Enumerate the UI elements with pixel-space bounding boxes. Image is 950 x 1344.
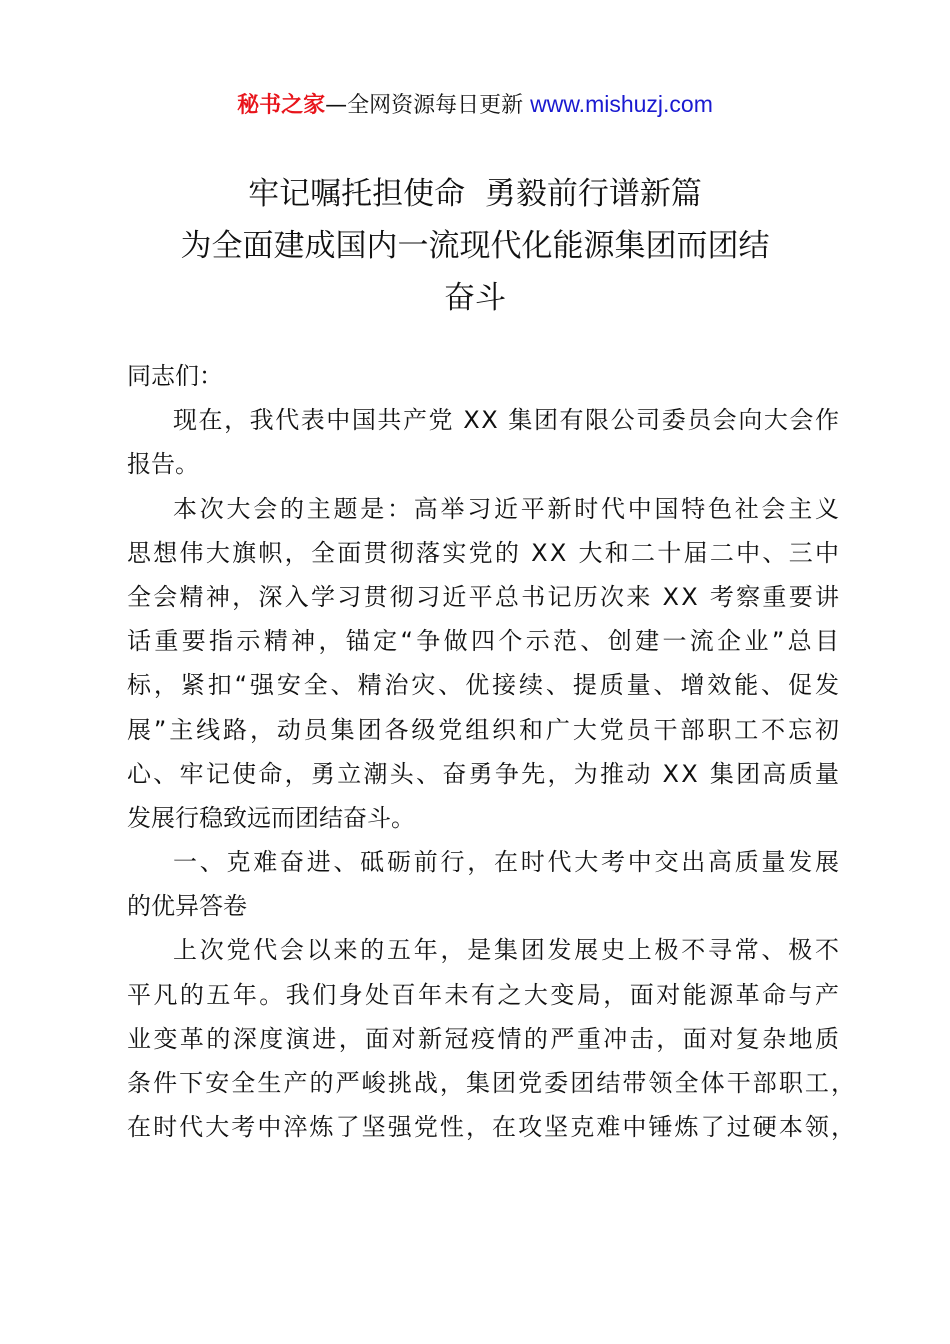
site-url[interactable]: www.mishuzj.com bbox=[530, 91, 713, 117]
body-line: 在时代大考中淬炼了坚强党性，在攻坚克难中锤炼了过硬本领， bbox=[127, 1113, 858, 1142]
site-header bbox=[0, 88, 950, 122]
body-line: 上次党代会以来的五年，是集团发展史上极不寻常、极不 bbox=[173, 936, 842, 965]
body-line: 业变革的深度演进，面对新冠疫情的严重冲击，面对复杂地质 bbox=[127, 1024, 842, 1053]
body-line: 本次大会的主题是：高举习近平新时代中国特色社会主义 bbox=[173, 494, 842, 523]
header-tagline: —全网资源每日更新 bbox=[325, 93, 524, 118]
body-line: 发展行稳致远而团结奋斗。 bbox=[127, 803, 415, 832]
body-line: 条件下安全生产的严峻挑战，集团党委团结带领全体干部职工， bbox=[127, 1069, 858, 1097]
document-title bbox=[0, 168, 950, 324]
body-line: 全会精神，深入学习贯彻习近平总书记历次来 XX 考察重要讲 bbox=[127, 582, 842, 611]
brand-name: 秘书之家 bbox=[237, 93, 326, 118]
salutation: 同志们： bbox=[127, 362, 223, 390]
body-line: 心、牢记使命，勇立潮头、奋勇争先，为推动 XX 集团高质量 bbox=[127, 759, 842, 788]
title-line: 牢记嘱托担使命 勇毅前行谱新篇 bbox=[248, 176, 702, 212]
body-line: 话重要指示精神，锚定“争做四个示范、创建一流企业”总目 bbox=[127, 627, 843, 656]
title-line: 奋斗 bbox=[444, 280, 506, 316]
section-heading-cont: 的优异答卷 bbox=[127, 892, 247, 921]
body-line: 平凡的五年。我们身处百年未有之大变局，面对能源革命与产 bbox=[127, 980, 842, 1009]
body-line: 展”主线路，动员集团各级党组织和广大党员干部职工不忘初 bbox=[127, 715, 842, 744]
section-heading: 一、克难奋进、砥砺前行，在时代大考中交出高质量发展 bbox=[173, 848, 842, 877]
document-body bbox=[127, 354, 858, 1149]
body-line: 现在，我代表中国共产党 XX 集团有限公司委员会向大会作 bbox=[173, 406, 841, 435]
body-line: 标，紧扣“强安全、精治灾、优接续、提质量、增效能、促发 bbox=[127, 671, 842, 700]
title-line: 为全面建成国内一流现代化能源集团而团结 bbox=[180, 228, 770, 264]
body-line: 思想伟大旗帜，全面贯彻落实党的 XX 大和二十届二中、三中 bbox=[127, 538, 842, 567]
body-line: 报告。 bbox=[127, 450, 199, 479]
